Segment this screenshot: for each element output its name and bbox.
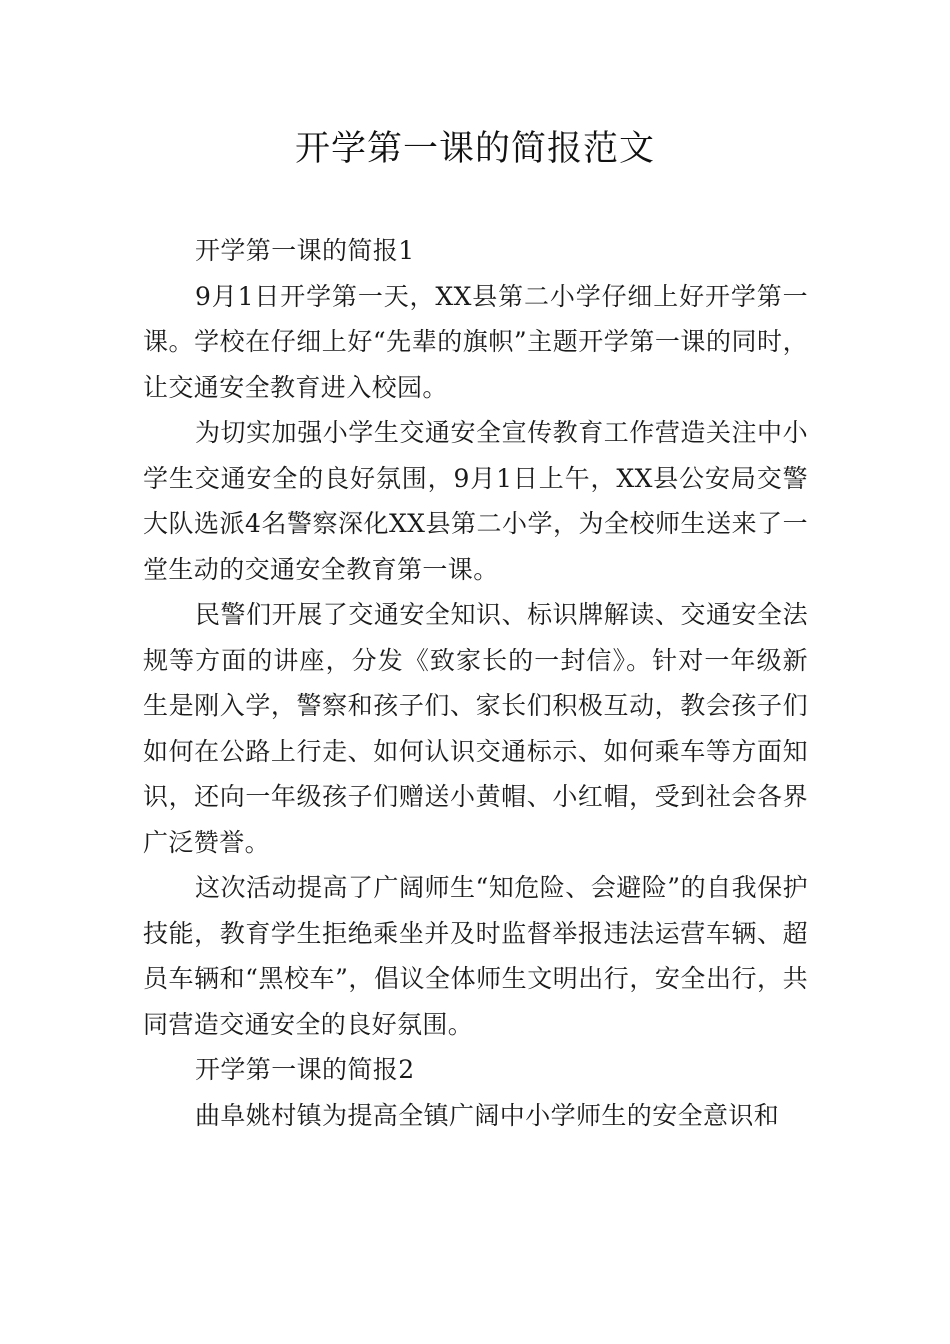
section-heading-1: 开学第一课的简报1	[195, 236, 415, 265]
document-body	[143, 228, 808, 1138]
section-heading-2: 开学第一课的简报2	[195, 1055, 415, 1084]
paragraph: 民警们开展了交通安全知识、标识牌解读、交通安全法规等方面的讲座，分发《致家长的一封信》。针对一年级新生是刚入学，警察和孩子们、家长们积极互动，教会孩子们如何在公路上行走、如何认识交通标示、如何乘车等方面知识，还向一年级孩子们赠送小黄帽、小红帽，受到社会各界广泛赞誉。	[143, 600, 808, 857]
document-title: 开学第一课的简报范文	[294, 129, 655, 169]
paragraph: 为切实加强小学生交通安全宣传教育工作营造关注中小学生交通安全的良好氛围，9月1日上午，XX县公安局交警大队选派4名警察深化XX县第二小学，为全校师生送来了一堂生动的交通安全教育第一课。	[143, 418, 808, 584]
paragraph: 9月1日开学第一天，XX县第二小学仔细上好开学第一课。学校在仔细上好“先辈的旗帜”主题开学第一课的同时，让交通安全教育进入校园。	[143, 281, 808, 402]
paragraph: 这次活动提高了广阔师生“知危险、会避险”的自我保护技能，教育学生拒绝乘坐并及时监督举报违法运营车辆、超员车辆和“黑校车”，倡议全体师生文明出行，安全出行，共同营造交通安全的良好氛围。	[143, 873, 808, 1039]
paragraph: 曲阜姚村镇为提高全镇广阔中小学师生的安全意识和	[195, 1100, 780, 1130]
